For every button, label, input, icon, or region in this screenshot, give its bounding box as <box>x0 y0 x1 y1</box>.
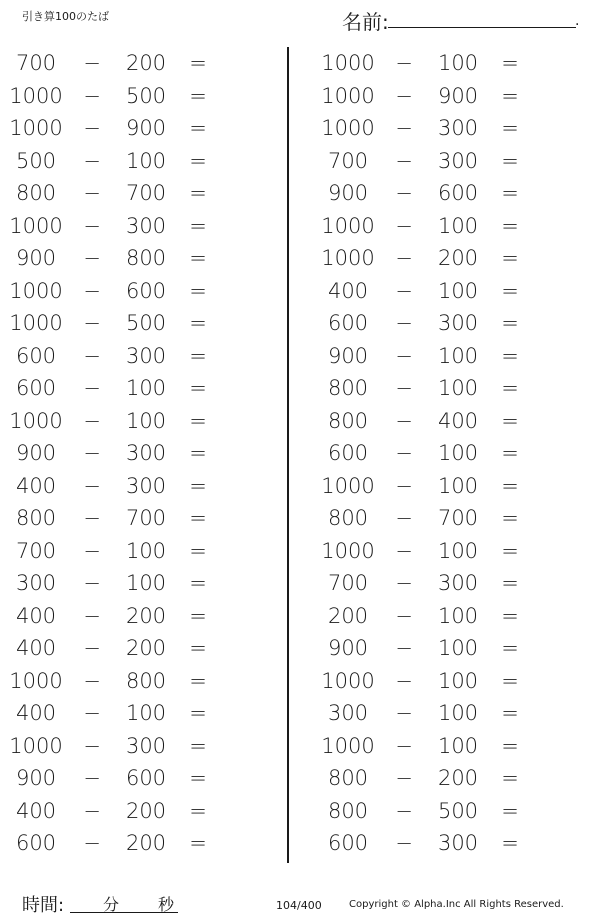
problem-row <box>312 81 600 114</box>
minuend: 1000 <box>9 733 63 758</box>
equals-sign: = <box>501 766 519 790</box>
minus-sign: − <box>395 733 413 758</box>
minuend: 800 <box>15 181 57 205</box>
subtrahend: 100 <box>437 343 479 368</box>
problem-row <box>312 698 600 731</box>
subtrahend: 800 <box>125 246 167 270</box>
subtrahend: 700 <box>125 181 167 205</box>
minuend: 1000 <box>321 246 375 270</box>
subtrahend: 200 <box>125 636 167 660</box>
page-number: 104/400 <box>276 899 322 912</box>
subtrahend: 200 <box>437 246 479 270</box>
equals-sign: = <box>189 701 207 725</box>
subtrahend: 300 <box>437 571 479 595</box>
equals-sign: = <box>189 246 207 270</box>
subtrahend: 100 <box>437 603 479 628</box>
problem-row <box>0 503 290 536</box>
problem-row <box>0 763 290 796</box>
minuend: 1000 <box>321 51 375 75</box>
minuend: 700 <box>327 148 369 173</box>
subtrahend: 200 <box>125 831 167 855</box>
equals-sign: = <box>501 603 519 628</box>
equals-sign: = <box>189 603 207 628</box>
subtrahend: 200 <box>125 603 167 628</box>
problem-row <box>0 243 290 276</box>
subtrahend: 700 <box>125 506 167 530</box>
equals-sign: = <box>189 343 207 368</box>
minus-sign: − <box>395 116 413 140</box>
equals-sign: = <box>189 148 207 173</box>
minus-sign: − <box>83 311 101 335</box>
equals-sign: = <box>501 148 519 173</box>
problem-row <box>0 81 290 114</box>
minus-sign: − <box>83 181 101 205</box>
minuend: 1000 <box>9 408 63 433</box>
minus-sign: − <box>83 51 101 75</box>
equals-sign: = <box>189 571 207 595</box>
equals-sign: = <box>189 798 207 823</box>
minus-sign: − <box>83 441 101 465</box>
minus-sign: − <box>395 83 413 108</box>
minuend: 800 <box>327 766 369 790</box>
problem-row <box>0 666 290 699</box>
equals-sign: = <box>189 83 207 108</box>
equals-sign: = <box>501 668 519 693</box>
problem-row <box>0 276 290 309</box>
problem-row <box>312 666 600 699</box>
minuend: 400 <box>15 473 57 498</box>
minus-sign: − <box>83 506 101 530</box>
minuend: 300 <box>15 571 57 595</box>
subtrahend: 900 <box>437 83 479 108</box>
problem-row <box>312 48 600 81</box>
subtrahend: 100 <box>437 51 479 75</box>
minuend: 300 <box>327 701 369 725</box>
problem-row <box>312 763 600 796</box>
subtrahend: 100 <box>437 278 479 303</box>
problem-row <box>312 438 600 471</box>
minuend: 900 <box>327 181 369 205</box>
problem-row <box>0 698 290 731</box>
problem-row <box>0 308 290 341</box>
minus-sign: − <box>83 701 101 725</box>
minus-sign: − <box>395 278 413 303</box>
subtrahend: 100 <box>125 538 167 563</box>
minus-sign: − <box>83 571 101 595</box>
problem-row <box>0 406 290 439</box>
subtrahend: 300 <box>437 148 479 173</box>
problem-row <box>0 828 290 861</box>
minus-sign: − <box>83 83 101 108</box>
equals-sign: = <box>501 636 519 660</box>
subtrahend: 100 <box>125 148 167 173</box>
minus-sign: − <box>395 246 413 270</box>
equals-sign: = <box>189 213 207 238</box>
minus-sign: − <box>395 506 413 530</box>
time-label: 時間: <box>22 895 65 916</box>
subtrahend: 200 <box>125 51 167 75</box>
minus-sign: − <box>83 603 101 628</box>
minuend: 700 <box>15 51 57 75</box>
subtrahend: 300 <box>125 343 167 368</box>
problem-row <box>0 341 290 374</box>
problem-row <box>312 211 600 244</box>
minus-sign: − <box>395 311 413 335</box>
equals-sign: = <box>501 116 519 140</box>
problem-row <box>312 536 600 569</box>
problem-row <box>312 731 600 764</box>
minus-sign: − <box>395 831 413 855</box>
problem-row <box>0 731 290 764</box>
problem-row <box>0 568 290 601</box>
minus-sign: − <box>395 701 413 725</box>
minuend: 900 <box>15 246 57 270</box>
minus-sign: − <box>395 798 413 823</box>
subtrahend: 900 <box>125 116 167 140</box>
minus-sign: − <box>83 733 101 758</box>
subtrahend: 100 <box>437 636 479 660</box>
minus-sign: − <box>395 636 413 660</box>
equals-sign: = <box>189 376 207 400</box>
problem-row <box>0 113 290 146</box>
minus-sign: − <box>395 148 413 173</box>
problem-row <box>0 438 290 471</box>
problem-row <box>312 178 600 211</box>
left-problem-column <box>0 48 290 861</box>
minus-sign: − <box>83 376 101 400</box>
minus-sign: − <box>395 441 413 465</box>
subtrahend: 300 <box>125 441 167 465</box>
minuend: 400 <box>15 701 57 725</box>
equals-sign: = <box>501 538 519 563</box>
equals-sign: = <box>189 831 207 855</box>
equals-sign: = <box>501 408 519 433</box>
problem-row <box>0 211 290 244</box>
equals-sign: = <box>501 51 519 75</box>
equals-sign: = <box>501 506 519 530</box>
problem-row <box>0 48 290 81</box>
subtrahend: 300 <box>125 213 167 238</box>
minus-sign: − <box>395 343 413 368</box>
minuend: 1000 <box>9 83 63 108</box>
seconds-label: 秒 <box>158 895 175 914</box>
problem-row <box>312 471 600 504</box>
subtrahend: 100 <box>437 538 479 563</box>
minuend: 500 <box>15 148 57 173</box>
minuend: 400 <box>15 798 57 823</box>
minuend: 700 <box>327 571 369 595</box>
minus-sign: − <box>395 213 413 238</box>
equals-sign: = <box>501 376 519 400</box>
minuend: 800 <box>327 506 369 530</box>
minuend: 1000 <box>321 538 375 563</box>
equals-sign: = <box>189 441 207 465</box>
subtrahend: 500 <box>437 798 479 823</box>
minuend: 400 <box>15 636 57 660</box>
subtrahend: 300 <box>437 831 479 855</box>
equals-sign: = <box>189 408 207 433</box>
equals-sign: = <box>189 636 207 660</box>
minus-sign: − <box>83 668 101 693</box>
minuend: 1000 <box>9 213 63 238</box>
equals-sign: = <box>501 213 519 238</box>
subtrahend: 100 <box>437 701 479 725</box>
subtrahend: 100 <box>125 571 167 595</box>
equals-sign: = <box>501 83 519 108</box>
subtrahend: 100 <box>437 473 479 498</box>
minutes-label: 分 <box>103 895 120 914</box>
minus-sign: − <box>83 148 101 173</box>
name-field-line[interactable] <box>388 27 576 28</box>
problem-row <box>312 503 600 536</box>
equals-sign: = <box>501 181 519 205</box>
subtrahend: 300 <box>125 473 167 498</box>
minuend: 800 <box>327 408 369 433</box>
equals-sign: = <box>501 571 519 595</box>
minuend: 1000 <box>321 668 375 693</box>
minuend: 1000 <box>321 116 375 140</box>
problem-row <box>312 828 600 861</box>
problem-row <box>312 308 600 341</box>
subtrahend: 600 <box>125 278 167 303</box>
equals-sign: = <box>501 311 519 335</box>
minus-sign: − <box>83 636 101 660</box>
minus-sign: − <box>395 51 413 75</box>
minuend: 600 <box>327 831 369 855</box>
equals-sign: = <box>501 831 519 855</box>
problem-row <box>312 341 600 374</box>
minuend: 1000 <box>9 668 63 693</box>
minuend: 1000 <box>9 278 63 303</box>
equals-sign: = <box>189 116 207 140</box>
subtrahend: 200 <box>125 798 167 823</box>
subtrahend: 100 <box>437 668 479 693</box>
subtrahend: 800 <box>125 668 167 693</box>
minuend: 600 <box>15 343 57 368</box>
problem-row <box>0 178 290 211</box>
subtrahend: 500 <box>125 83 167 108</box>
equals-sign: = <box>189 506 207 530</box>
minuend: 200 <box>327 603 369 628</box>
problem-row <box>312 146 600 179</box>
problem-row <box>0 633 290 666</box>
minuend: 800 <box>327 798 369 823</box>
name-field-end-dot: . <box>575 13 580 29</box>
problem-row <box>0 373 290 406</box>
subtrahend: 700 <box>437 506 479 530</box>
problem-row <box>312 796 600 829</box>
minuend: 800 <box>15 506 57 530</box>
subtrahend: 500 <box>125 311 167 335</box>
minus-sign: − <box>83 408 101 433</box>
minus-sign: − <box>83 343 101 368</box>
minus-sign: − <box>395 538 413 563</box>
minus-sign: − <box>395 766 413 790</box>
subtrahend: 600 <box>125 766 167 790</box>
copyright-notice: Copyright © Alpha.Inc All Rights Reserved. <box>349 899 564 910</box>
minus-sign: − <box>395 408 413 433</box>
problem-row <box>0 146 290 179</box>
minuend: 600 <box>327 311 369 335</box>
minuend: 600 <box>15 376 57 400</box>
equals-sign: = <box>189 181 207 205</box>
minus-sign: − <box>83 798 101 823</box>
problem-row <box>312 568 600 601</box>
equals-sign: = <box>501 343 519 368</box>
minus-sign: − <box>395 181 413 205</box>
minus-sign: − <box>83 246 101 270</box>
equals-sign: = <box>189 278 207 303</box>
problem-row <box>312 243 600 276</box>
subtrahend: 100 <box>437 733 479 758</box>
minus-sign: − <box>395 668 413 693</box>
minus-sign: − <box>83 538 101 563</box>
equals-sign: = <box>501 246 519 270</box>
subtrahend: 400 <box>437 408 479 433</box>
equals-sign: = <box>501 441 519 465</box>
equals-sign: = <box>189 51 207 75</box>
equals-sign: = <box>501 798 519 823</box>
minuend: 400 <box>327 278 369 303</box>
minus-sign: − <box>83 116 101 140</box>
subtrahend: 100 <box>437 213 479 238</box>
minuend: 800 <box>327 376 369 400</box>
equals-sign: = <box>189 733 207 758</box>
problem-row <box>312 633 600 666</box>
minuend: 1000 <box>9 116 63 140</box>
worksheet-title: 引き算100のたば <box>22 10 109 23</box>
subtrahend: 100 <box>125 701 167 725</box>
minuend: 1000 <box>321 83 375 108</box>
minuend: 1000 <box>321 473 375 498</box>
problem-row <box>312 373 600 406</box>
minuend: 1000 <box>9 311 63 335</box>
subtrahend: 300 <box>125 733 167 758</box>
equals-sign: = <box>189 766 207 790</box>
minus-sign: − <box>83 213 101 238</box>
subtrahend: 300 <box>437 116 479 140</box>
minus-sign: − <box>395 376 413 400</box>
minuend: 600 <box>15 831 57 855</box>
problem-row <box>0 796 290 829</box>
minuend: 900 <box>15 766 57 790</box>
problem-row <box>0 601 290 634</box>
minuend: 900 <box>15 441 57 465</box>
subtrahend: 600 <box>437 181 479 205</box>
minuend: 1000 <box>321 733 375 758</box>
minus-sign: − <box>395 473 413 498</box>
name-label: 名前: <box>342 10 389 34</box>
subtrahend: 100 <box>125 408 167 433</box>
subtrahend: 100 <box>437 376 479 400</box>
equals-sign: = <box>501 473 519 498</box>
subtrahend: 100 <box>437 441 479 465</box>
problem-row <box>312 406 600 439</box>
subtrahend: 100 <box>125 376 167 400</box>
equals-sign: = <box>189 538 207 563</box>
equals-sign: = <box>501 278 519 303</box>
equals-sign: = <box>189 311 207 335</box>
minuend: 1000 <box>321 213 375 238</box>
minus-sign: − <box>83 473 101 498</box>
minuend: 900 <box>327 343 369 368</box>
equals-sign: = <box>501 701 519 725</box>
problem-row <box>312 276 600 309</box>
minuend: 900 <box>327 636 369 660</box>
subtrahend: 200 <box>437 766 479 790</box>
equals-sign: = <box>189 668 207 693</box>
minuend: 700 <box>15 538 57 563</box>
minus-sign: − <box>395 603 413 628</box>
right-problem-column <box>312 48 600 861</box>
minus-sign: − <box>395 571 413 595</box>
minuend: 400 <box>15 603 57 628</box>
problem-row <box>312 601 600 634</box>
problem-row <box>312 113 600 146</box>
minus-sign: − <box>83 278 101 303</box>
problem-row <box>0 471 290 504</box>
minus-sign: − <box>83 831 101 855</box>
equals-sign: = <box>189 473 207 498</box>
equals-sign: = <box>501 733 519 758</box>
subtrahend: 300 <box>437 311 479 335</box>
minus-sign: − <box>83 766 101 790</box>
problem-row <box>0 536 290 569</box>
minuend: 600 <box>327 441 369 465</box>
